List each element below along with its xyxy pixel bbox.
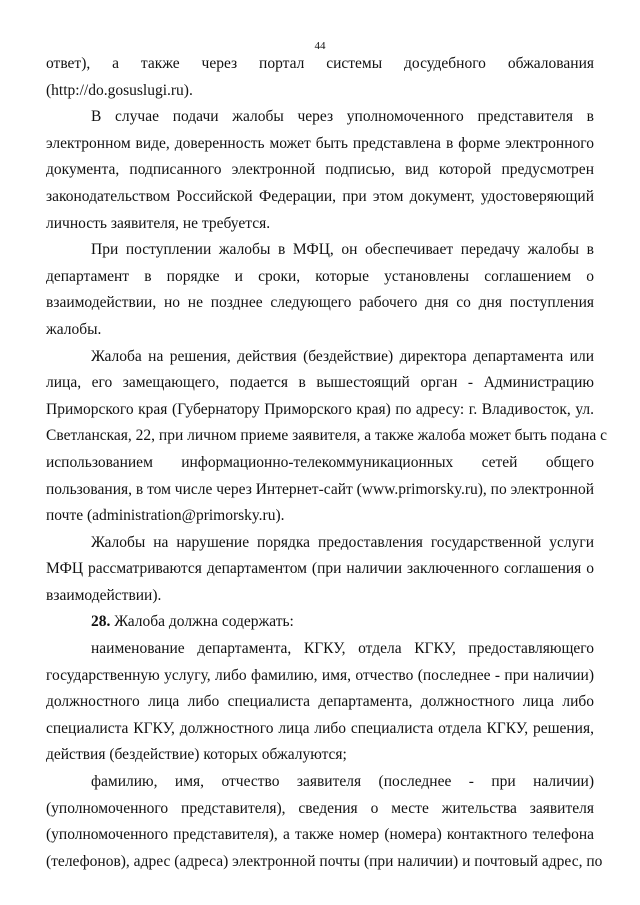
text-line-content: (уполномоченного представителя), сведения о месте жительства заявителя — [46, 799, 594, 817]
text-line — [46, 477, 594, 504]
text-line-content: Жалоба должна содержать: — [110, 613, 294, 631]
text-line — [46, 344, 594, 371]
text-line-content: наименование департамента, КГКУ, отдела КГКУ, предоставляющего — [91, 640, 594, 658]
text-line — [46, 290, 594, 317]
text-line-content: фамилию, имя, отчество заявителя (последнее - при наличии) — [91, 773, 594, 791]
text-line — [46, 636, 594, 663]
text-line-content: почте (administration@primorsky.ru). — [46, 507, 285, 525]
text-line-content: должностного лица либо специалиста департамента, должностного лица либо — [46, 693, 594, 711]
text-line — [46, 423, 607, 450]
text-line-content: МФЦ рассматриваются департаментом (при наличии заключенного соглашения о — [46, 560, 594, 578]
text-line-content: Светланская, 22, при личном приеме заявителя, а также жалоба может быть подана с — [46, 427, 607, 445]
text-line-content: использованием информационно-телекоммуникационных сетей общего — [46, 453, 594, 471]
text-line — [46, 450, 594, 477]
text-line — [46, 370, 594, 397]
text-line-content: взаимодействии, но не позднее следующего рабочего дня со дня поступления — [46, 294, 594, 312]
text-line — [46, 769, 594, 796]
text-line — [46, 689, 594, 716]
page-number: 44 — [314, 40, 326, 52]
text-line-content: (http://do.gosuslugi.ru). — [46, 81, 193, 99]
text-line — [46, 530, 594, 557]
text-line-content: департамент в порядке и сроки, которые установлены соглашением о — [46, 267, 594, 285]
text-line — [46, 317, 594, 344]
text-line — [46, 849, 603, 876]
text-line — [46, 78, 594, 105]
text-line-content: (уполномоченного представителя), а также номер (номера) контактного телефона — [46, 826, 594, 844]
text-line-content: лица, его замещающего, подается в вышестоящий орган - Администрацию — [46, 374, 594, 392]
text-line-content: ответ), а также через портал системы досудебного обжалования — [46, 55, 594, 72]
text-line-content: Жалоба на решения, действия (бездействие) директора департамента или — [91, 347, 594, 365]
text-line-content: взаимодействии). — [46, 586, 162, 604]
text-line — [46, 184, 594, 211]
text-line-content: В случае подачи жалобы через уполномоченного представителя в — [91, 108, 594, 126]
text-line-content: Жалобы на нарушение порядка предоставления государственной услуги — [91, 533, 594, 551]
text-line — [46, 397, 594, 424]
text-line — [46, 796, 594, 823]
text-line — [46, 131, 594, 158]
text-line-content: документа, подписанного электронной подписью, вид которой предусмотрен — [46, 161, 594, 179]
text-line — [46, 237, 594, 264]
text-line — [46, 503, 594, 530]
text-line-content: При поступлении жалобы в МФЦ, он обеспечивает передачу жалобы в — [91, 241, 594, 259]
text-line-content: законодательством Российской Федерации, при этом документ, удостоверяющий — [46, 187, 594, 205]
text-line — [46, 583, 594, 610]
text-line-content: специалиста КГКУ, должностного лица либо специалиста отдела КГКУ, решения, — [46, 719, 594, 737]
text-line-content: пользования, в том числе через Интернет-сайт (www.primorsky.ru), по электронной — [46, 480, 594, 498]
text-line — [46, 211, 594, 238]
text-line-content: (телефонов), адрес (адреса) электронной почты (при наличии) и почтовый адрес, по — [46, 852, 603, 870]
text-line — [46, 157, 594, 184]
text-line — [46, 556, 594, 583]
document-body — [46, 51, 607, 875]
text-line-content: личность заявителя, не требуется. — [46, 214, 271, 232]
text-line — [46, 742, 594, 769]
text-line — [46, 264, 594, 291]
text-line — [46, 104, 594, 131]
text-line — [46, 822, 594, 849]
text-line — [46, 663, 594, 690]
section-number: 28. — [91, 613, 111, 631]
text-line-content: государственную услугу, либо фамилию, имя, отчество (последнее - при наличии) — [46, 666, 594, 684]
text-line — [46, 51, 594, 78]
text-line-content: действия (бездействие) которых обжалуются; — [46, 746, 347, 764]
text-line-content: электронном виде, доверенность может быть представлена в форме электронного — [46, 134, 594, 152]
text-line-content: жалобы. — [46, 320, 102, 338]
text-line — [46, 609, 594, 636]
text-line — [46, 716, 594, 743]
text-line-content: Приморского края (Губернатору Приморского края) по адресу: г. Владивосток, ул. — [46, 400, 594, 418]
